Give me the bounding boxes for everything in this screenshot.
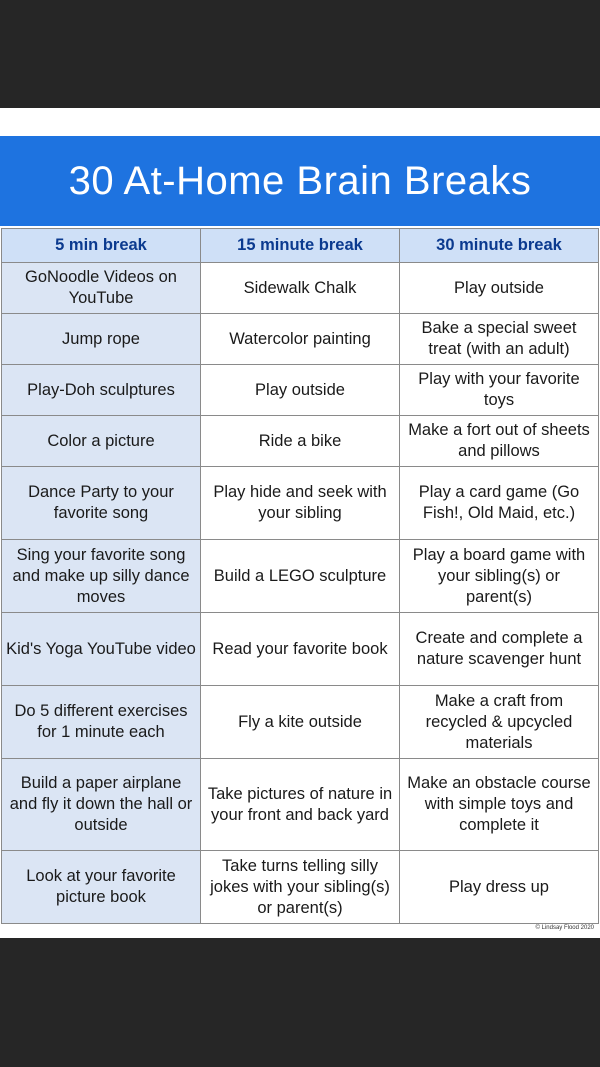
table-row [2,686,599,759]
page-title: 30 At-Home Brain Breaks [68,158,532,203]
table-cell: Do 5 different exercises for 1 minute each [2,686,201,759]
table-cell: Play hide and seek with your sibling [201,467,400,540]
table-cell: Play with your favorite toys [400,365,599,416]
table-cell: Make an obstacle course with simple toys and complete it [400,759,599,851]
brain-breaks-sheet [0,108,600,938]
table-cell: Color a picture [2,416,201,467]
table-row [2,416,599,467]
table-cell: Take pictures of nature in your front and back yard [201,759,400,851]
table-cell: Make a craft from recycled & upcycled materials [400,686,599,759]
table-cell: Fly a kite outside [201,686,400,759]
table-cell: Play dress up [400,851,599,924]
table-row [2,613,599,686]
table-header-row [2,229,599,263]
table-cell: Bake a special sweet treat (with an adult) [400,314,599,365]
table-row [2,365,599,416]
column-header: 5 min break [2,229,201,263]
table-row [2,263,599,314]
brain-breaks-table [1,228,599,924]
table-cell: Jump rope [2,314,201,365]
table-cell: Play outside [201,365,400,416]
table-row [2,851,599,924]
table-cell: Play-Doh sculptures [2,365,201,416]
table-cell: Take turns telling silly jokes with your sibling(s) or parent(s) [201,851,400,924]
table-row [2,314,599,365]
table-row [2,540,599,613]
table-cell: Look at your favorite picture book [2,851,201,924]
table-row [2,467,599,540]
title-bar [0,136,600,226]
table-cell: Sidewalk Chalk [201,263,400,314]
table-cell: GoNoodle Videos on YouTube [2,263,201,314]
column-header: 15 minute break [201,229,400,263]
table-cell: Build a paper airplane and fly it down the hall or outside [2,759,201,851]
table-cell: Read your favorite book [201,613,400,686]
table-cell: Dance Party to your favorite song [2,467,201,540]
table-cell: Kid's Yoga YouTube video [2,613,201,686]
table-cell: Watercolor painting [201,314,400,365]
copyright-note: © Lindsay Flood 2020 [535,925,594,931]
table-cell: Sing your favorite song and make up silly dance moves [2,540,201,613]
table-cell: Build a LEGO sculpture [201,540,400,613]
table-cell: Ride a bike [201,416,400,467]
table-cell: Make a fort out of sheets and pillows [400,416,599,467]
table-cell: Play a board game with your sibling(s) or parent(s) [400,540,599,613]
table-cell: Play a card game (Go Fish!, Old Maid, etc.) [400,467,599,540]
table-row [2,759,599,851]
table-cell: Play outside [400,263,599,314]
table-cell: Create and complete a nature scavenger hunt [400,613,599,686]
column-header: 30 minute break [400,229,599,263]
